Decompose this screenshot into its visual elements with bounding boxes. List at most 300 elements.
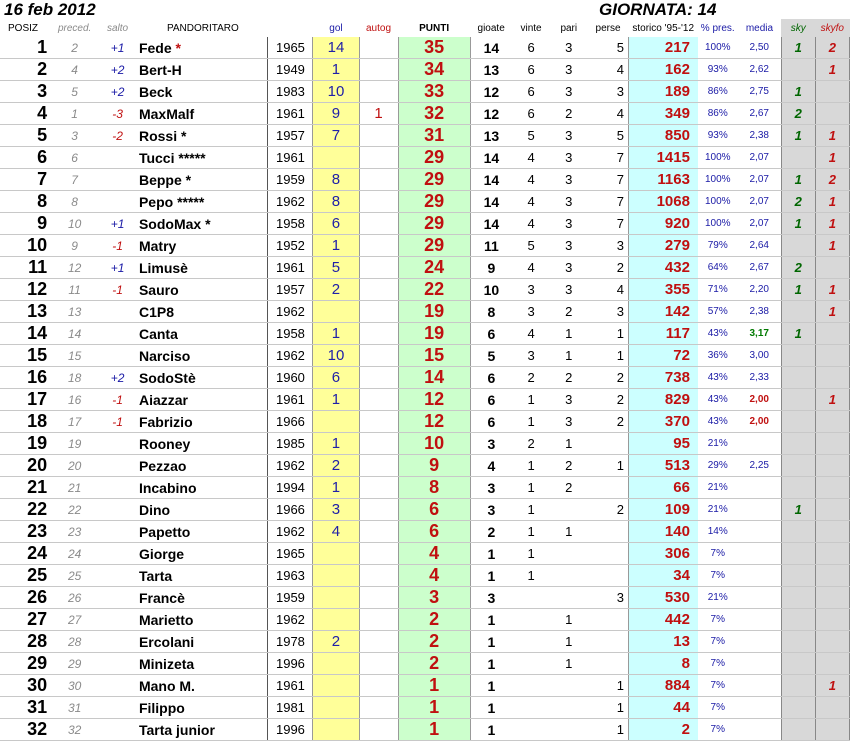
presence-pct-cell: 43% [698,323,738,345]
player-name-cell [137,609,268,631]
skyfo-cell: 1 [815,389,849,411]
historic-cell: 1415 [628,147,697,169]
sky-cell: 1 [781,125,815,147]
played-cell: 14 [470,169,512,191]
goals-cell [313,543,359,565]
drawn-cell: 2 [550,477,588,499]
own-goals-cell [359,697,398,719]
previous-position-cell: 6 [51,147,98,169]
skyfo-cell: 2 [815,37,849,59]
position-change-cell [98,499,137,521]
position-change-cell [98,301,137,323]
points-cell: 33 [398,81,470,103]
historic-cell: 884 [628,675,697,697]
table-row [0,499,850,521]
average-cell [738,675,782,697]
lost-cell: 2 [588,389,629,411]
position-cell: 24 [0,543,51,565]
lost-cell: 7 [588,169,629,191]
marker-asterisk: * [171,39,181,56]
skyfo-cell [815,81,849,103]
skyfo-cell [815,323,849,345]
average-cell [738,543,782,565]
skyfo-cell [815,543,849,565]
table-row [0,719,850,741]
player-name: Canta [138,325,178,342]
average-cell [738,499,782,521]
own-goals-cell [359,59,398,81]
previous-position-cell: 12 [51,257,98,279]
presence-pct-cell: 100% [698,213,738,235]
previous-position-cell: 3 [51,125,98,147]
historic-cell: 140 [628,521,697,543]
birth-year-cell: 1966 [268,499,313,521]
goals-cell: 2 [313,455,359,477]
own-goals-cell [359,323,398,345]
position-cell: 4 [0,103,51,125]
position-change-cell: +2 [98,81,137,103]
sky-cell: 1 [781,169,815,191]
presence-pct-cell: 43% [698,367,738,389]
presence-pct-cell: 86% [698,103,738,125]
previous-position-cell: 4 [51,59,98,81]
presence-pct-cell: 21% [698,587,738,609]
sheet-date: 16 feb 2012 [4,0,96,19]
points-cell: 34 [398,59,470,81]
position-cell: 30 [0,675,51,697]
own-goals-cell [359,125,398,147]
title-row [0,0,850,19]
birth-year-cell: 1966 [268,411,313,433]
goals-cell: 5 [313,257,359,279]
won-cell: 4 [512,191,550,213]
birth-year-cell: 1961 [268,257,313,279]
own-goals-cell [359,301,398,323]
presence-pct-cell: 7% [698,631,738,653]
average-cell: 3,00 [738,345,782,367]
historic-cell: 829 [628,389,697,411]
goals-cell: 8 [313,169,359,191]
won-cell: 1 [512,477,550,499]
previous-position-cell: 32 [51,719,98,741]
position-change-cell [98,455,137,477]
presence-pct-cell: 7% [698,543,738,565]
own-goals-cell [359,587,398,609]
own-goals-cell [359,609,398,631]
lost-cell [588,609,629,631]
lost-cell: 5 [588,37,629,59]
points-cell: 32 [398,103,470,125]
own-goals-cell [359,675,398,697]
skyfo-cell [815,367,849,389]
historic-cell: 530 [628,587,697,609]
average-cell [738,587,782,609]
presence-pct-cell: 43% [698,411,738,433]
sky-cell [781,653,815,675]
drawn-cell [550,543,588,565]
won-cell: 1 [512,565,550,587]
position-cell: 21 [0,477,51,499]
previous-position-cell: 16 [51,389,98,411]
presence-pct-cell: 7% [698,565,738,587]
own-goals-cell [359,81,398,103]
position-cell: 16 [0,367,51,389]
sky-cell: 1 [781,81,815,103]
table-row [0,323,850,345]
won-cell: 1 [512,499,550,521]
col-storico: storico '95-'12 [632,22,695,34]
played-cell: 6 [470,367,512,389]
presence-pct-cell: 93% [698,59,738,81]
birth-year-cell: 1961 [268,103,313,125]
previous-position-cell: 24 [51,543,98,565]
own-goals-cell: 1 [359,103,398,125]
sky-cell [781,147,815,169]
player-name-cell [137,543,268,565]
average-cell: 2,20 [738,279,782,301]
player-name-cell [137,213,268,235]
played-cell: 1 [470,631,512,653]
previous-position-cell: 21 [51,477,98,499]
player-name-cell [137,81,268,103]
skyfo-cell [815,455,849,477]
birth-year-cell: 1957 [268,125,313,147]
player-name: Papetto [138,523,191,540]
player-name-cell [137,697,268,719]
player-name: Minizeta [138,655,195,672]
points-cell: 2 [398,631,470,653]
player-name: Dino [138,501,171,518]
historic-cell: 349 [628,103,697,125]
own-goals-cell [359,477,398,499]
own-goals-cell [359,521,398,543]
sky-cell: 2 [781,191,815,213]
sky-cell [781,477,815,499]
birth-year-cell: 1957 [268,279,313,301]
won-cell [512,675,550,697]
played-cell: 3 [470,499,512,521]
table-row [0,213,850,235]
won-cell: 2 [512,433,550,455]
position-cell: 11 [0,257,51,279]
player-name-cell [137,301,268,323]
position-change-cell: +2 [98,367,137,389]
goals-cell [313,147,359,169]
previous-position-cell: 26 [51,587,98,609]
average-cell: 2,62 [738,59,782,81]
played-cell: 5 [470,345,512,367]
played-cell: 10 [470,279,512,301]
previous-position-cell: 31 [51,697,98,719]
position-change-cell: +1 [98,213,137,235]
won-cell: 1 [512,543,550,565]
skyfo-cell: 1 [815,213,849,235]
lost-cell: 2 [588,499,629,521]
goals-cell: 10 [313,345,359,367]
table-row [0,37,850,59]
historic-cell: 13 [628,631,697,653]
won-cell [512,587,550,609]
drawn-cell: 1 [550,323,588,345]
own-goals-cell [359,543,398,565]
historic-cell: 189 [628,81,697,103]
lost-cell: 7 [588,147,629,169]
presence-pct-cell: 100% [698,191,738,213]
goals-cell [313,719,359,741]
previous-position-cell: 17 [51,411,98,433]
col-pari: pari [560,22,578,34]
drawn-cell: 3 [550,81,588,103]
points-cell: 6 [398,499,470,521]
previous-position-cell: 11 [51,279,98,301]
lost-cell: 7 [588,213,629,235]
player-name-cell [137,499,268,521]
goals-cell [313,697,359,719]
lost-cell: 1 [588,675,629,697]
position-cell: 2 [0,59,51,81]
previous-position-cell: 8 [51,191,98,213]
col-perse: perse [595,22,621,34]
birth-year-cell: 1996 [268,653,313,675]
drawn-cell: 3 [550,389,588,411]
table-row [0,301,850,323]
position-cell: 19 [0,433,51,455]
average-cell [738,477,782,499]
won-cell: 6 [512,37,550,59]
historic-cell: 442 [628,609,697,631]
previous-position-cell: 13 [51,301,98,323]
birth-year-cell: 1962 [268,609,313,631]
player-name-cell [137,455,268,477]
average-cell: 2,00 [738,411,782,433]
lost-cell [588,521,629,543]
drawn-cell: 2 [550,367,588,389]
table-row [0,521,850,543]
played-cell: 3 [470,433,512,455]
previous-position-cell: 29 [51,653,98,675]
birth-year-cell: 1952 [268,235,313,257]
historic-cell: 2 [628,719,697,741]
skyfo-cell [815,345,849,367]
points-cell: 22 [398,279,470,301]
average-cell: 3,17 [738,323,782,345]
position-change-cell [98,345,137,367]
goals-cell: 1 [313,389,359,411]
lost-cell [588,477,629,499]
goals-cell: 2 [313,631,359,653]
won-cell: 4 [512,323,550,345]
points-cell: 9 [398,455,470,477]
position-change-cell [98,565,137,587]
sky-cell [781,235,815,257]
historic-cell: 1163 [628,169,697,191]
presence-pct-cell: 29% [698,455,738,477]
sky-cell: 1 [781,499,815,521]
table-row [0,279,850,301]
played-cell: 1 [470,675,512,697]
goals-cell: 6 [313,367,359,389]
player-name: Tarta junior [138,721,215,738]
table-row [0,411,850,433]
col-skyfo: skyfo [815,19,849,37]
table-row [0,455,850,477]
skyfo-cell: 1 [815,59,849,81]
historic-cell: 95 [628,433,697,455]
played-cell: 9 [470,257,512,279]
lost-cell: 1 [588,323,629,345]
lost-cell: 3 [588,235,629,257]
historic-cell: 355 [628,279,697,301]
birth-year-cell: 1949 [268,59,313,81]
played-cell: 6 [470,389,512,411]
player-name-cell [137,389,268,411]
player-name: Matry [138,237,177,254]
birth-year-cell: 1962 [268,521,313,543]
drawn-cell: 3 [550,59,588,81]
position-cell: 20 [0,455,51,477]
average-cell: 2,07 [738,191,782,213]
position-cell: 18 [0,411,51,433]
presence-pct-cell: 57% [698,301,738,323]
goals-cell [313,565,359,587]
table-row [0,235,850,257]
sky-cell [781,367,815,389]
sky-cell [781,389,815,411]
birth-year-cell: 1985 [268,433,313,455]
own-goals-cell [359,389,398,411]
table-row [0,565,850,587]
player-name-cell [137,257,268,279]
skyfo-cell [815,609,849,631]
sky-cell [781,411,815,433]
own-goals-cell [359,37,398,59]
played-cell: 13 [470,125,512,147]
sky-cell [781,631,815,653]
points-cell: 1 [398,719,470,741]
presence-pct-cell: 7% [698,697,738,719]
position-cell: 13 [0,301,51,323]
points-cell: 3 [398,587,470,609]
skyfo-cell [815,697,849,719]
birth-year-cell: 1965 [268,543,313,565]
birth-year-cell: 1962 [268,345,313,367]
standings-table [0,19,850,741]
sky-cell: 1 [781,323,815,345]
table-row [0,697,850,719]
drawn-cell: 3 [550,213,588,235]
goals-cell [313,609,359,631]
goals-cell: 1 [313,59,359,81]
historic-cell: 217 [628,37,697,59]
presence-pct-cell: 100% [698,147,738,169]
played-cell: 6 [470,323,512,345]
player-name: Fede [138,39,172,56]
goals-cell: 3 [313,499,359,521]
goals-cell: 10 [313,81,359,103]
won-cell: 3 [512,301,550,323]
played-cell: 2 [470,521,512,543]
goals-cell: 1 [313,433,359,455]
position-change-cell [98,675,137,697]
average-cell: 2,67 [738,103,782,125]
average-cell [738,521,782,543]
position-cell: 9 [0,213,51,235]
goals-cell: 9 [313,103,359,125]
skyfo-cell [815,103,849,125]
player-name: Filippo [138,699,185,716]
position-change-cell [98,147,137,169]
player-name-cell [137,191,268,213]
sky-cell [781,59,815,81]
drawn-cell: 1 [550,631,588,653]
won-cell [512,697,550,719]
player-name-cell [137,631,268,653]
lost-cell: 4 [588,103,629,125]
drawn-cell [550,499,588,521]
played-cell: 14 [470,213,512,235]
average-cell: 2,07 [738,147,782,169]
presence-pct-cell: 79% [698,235,738,257]
previous-position-cell: 9 [51,235,98,257]
lost-cell [588,543,629,565]
birth-year-cell: 1958 [268,213,313,235]
previous-position-cell: 14 [51,323,98,345]
historic-cell: 44 [628,697,697,719]
position-change-cell: -2 [98,125,137,147]
lost-cell: 3 [588,81,629,103]
won-cell [512,653,550,675]
goals-cell [313,653,359,675]
previous-position-cell: 30 [51,675,98,697]
birth-year-cell: 1981 [268,697,313,719]
birth-year-cell: 1959 [268,587,313,609]
historic-cell: 432 [628,257,697,279]
sky-cell [781,543,815,565]
drawn-cell: 3 [550,169,588,191]
historic-cell: 920 [628,213,697,235]
player-name-cell [137,433,268,455]
table-row [0,103,850,125]
average-cell [738,631,782,653]
player-name-cell [137,279,268,301]
points-cell: 29 [398,235,470,257]
player-name: Francè [138,589,185,606]
player-name-cell [137,653,268,675]
played-cell: 12 [470,81,512,103]
position-cell: 32 [0,719,51,741]
col-preced: preced. [57,22,92,34]
position-change-cell [98,543,137,565]
won-cell: 1 [512,455,550,477]
player-name-cell [137,521,268,543]
skyfo-cell [815,411,849,433]
sky-cell [781,587,815,609]
historic-cell: 66 [628,477,697,499]
played-cell: 14 [470,191,512,213]
own-goals-cell [359,433,398,455]
position-change-cell [98,631,137,653]
own-goals-cell [359,455,398,477]
historic-cell: 738 [628,367,697,389]
lost-cell: 3 [588,301,629,323]
played-cell: 6 [470,411,512,433]
table-row [0,609,850,631]
played-cell: 1 [470,719,512,741]
position-change-cell [98,433,137,455]
played-cell: 1 [470,653,512,675]
played-cell: 8 [470,301,512,323]
position-change-cell: -1 [98,279,137,301]
